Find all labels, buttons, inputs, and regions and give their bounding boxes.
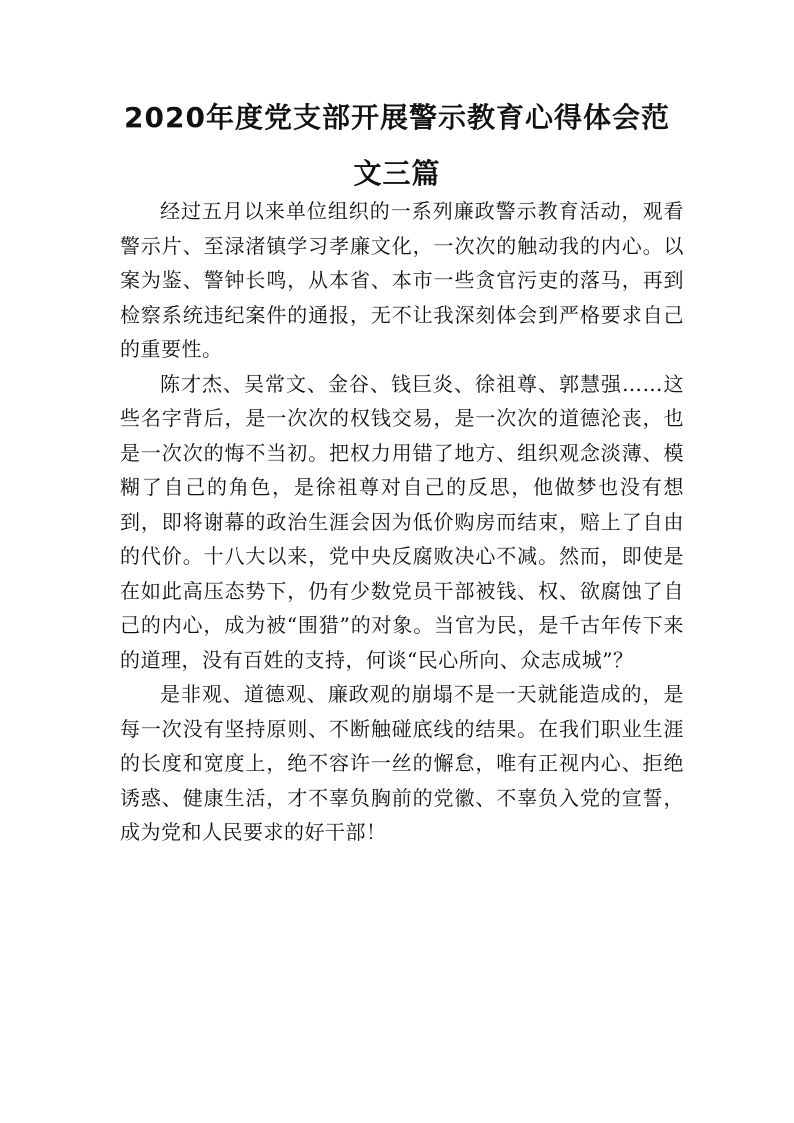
paragraph: 经过五月以来单位组织的一系列廉政警示教育活动，观看警示片、至渌渚镇学习孝廉文化，一次次的触动我的内心。以案为鉴、警钟长鸣，从本省、本市一些贪官污吏的落马，再到检察系统违纪案件的通报，无不让我深刻体会到严格要求自己的重要性。 <box>120 199 684 361</box>
document-body <box>120 194 684 850</box>
paragraph: 陈才杰、吴常文、金谷、钱巨炎、徐祖尊、郭慧强……这些名字背后，是一次次的权钱交易，是一次次的道德沦丧，也是一次次的悔不当初。把权力用错了地方、组织观念淡薄、模糊了自己的角色，是徐祖尊对自己的反思，他做梦也没有想到，即将谢幕的政治生涯会因为低价购房而结束，赔上了自由的代价。十八大以来，党中央反腐败决心不减。然而，即使是在如此高压态势下，仍有少数党员干部被钱、权、欲腐蚀了自己的内心，成为被“围猎”的对象。当官为民，是千古年传下来的道理，没有百姓的支持，何谈“民心所向、众志成城”？ <box>120 371 684 672</box>
document-title: 2020年度党支部开展警示教育心得体会范文三篇 <box>124 101 670 190</box>
paragraph: 是非观、道德观、廉政观的崩塌不是一天就能造成的，是每一次没有坚持原则、不断触碰底线的结果。在我们职业生涯的长度和宽度上，绝不容许一丝的懈怠，唯有正视内心、拒绝诱惑、健康生活，才不辜负胸前的党徽、不辜负入党的宣誓，成为党和人民要求的好干部！ <box>120 682 684 844</box>
